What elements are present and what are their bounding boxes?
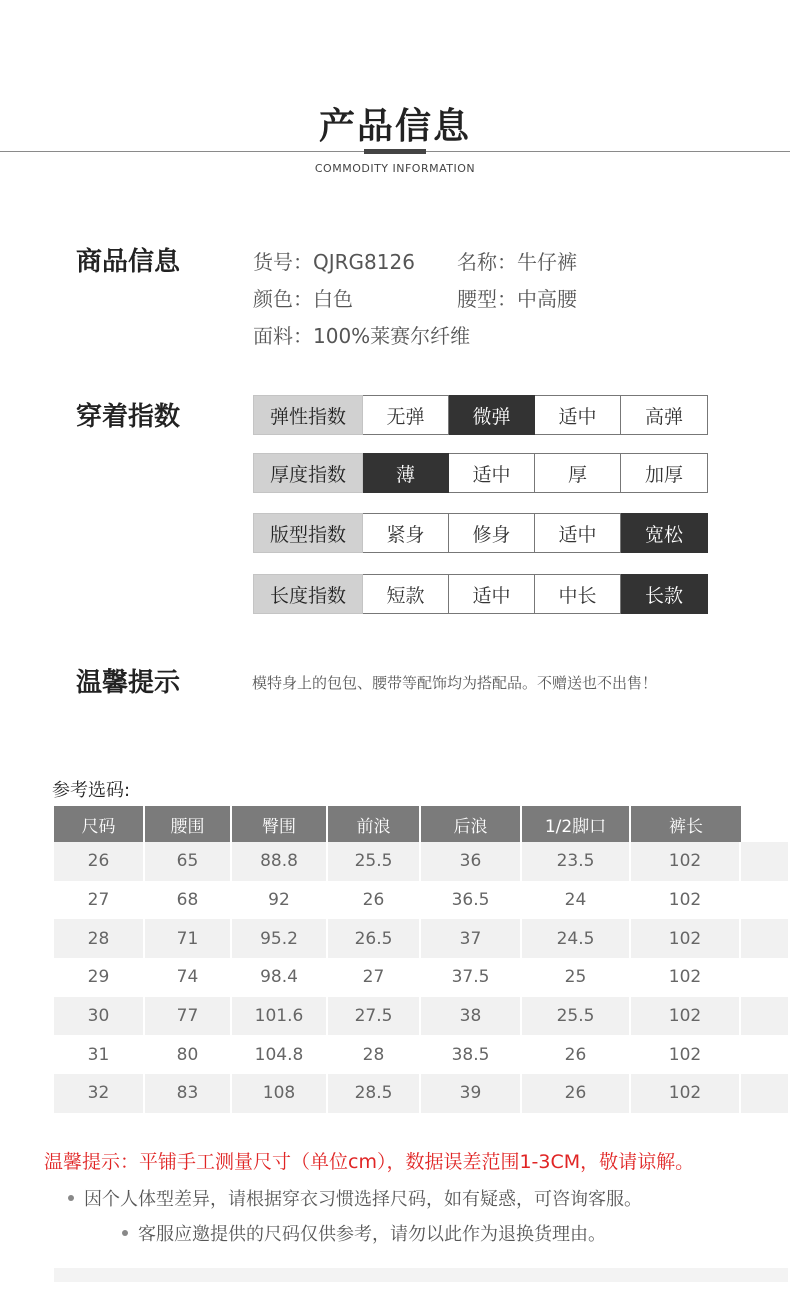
- info-value: QJRG8126: [313, 250, 415, 274]
- wear-option: 适中: [535, 513, 621, 553]
- info-item-color: [253, 283, 353, 312]
- wear-option: 中长: [535, 574, 621, 614]
- table-header-cell: 裤长: [631, 806, 741, 842]
- table-cell: 102: [631, 958, 741, 997]
- table-cell: 28.5: [328, 1074, 421, 1113]
- wear-option: 适中: [449, 574, 535, 614]
- table-header-cell: 腰围: [145, 806, 232, 842]
- wear-option: 短款: [363, 574, 449, 614]
- table-cell: 80: [145, 1035, 232, 1074]
- table-cell: 26: [328, 881, 421, 920]
- info-value: 中高腰: [517, 287, 577, 311]
- table-cell: 24: [522, 881, 631, 920]
- table-cell: 102: [631, 997, 741, 1036]
- table-cell: 37.5: [421, 958, 522, 997]
- table-cell: 27: [328, 958, 421, 997]
- table-cell: 71: [145, 919, 232, 958]
- table-row: [54, 1074, 788, 1113]
- wear-option: 宽松: [621, 513, 708, 553]
- bullet-dot-icon: [122, 1230, 128, 1236]
- table-cell: 108: [232, 1074, 328, 1113]
- table-cell: 88.8: [232, 842, 328, 881]
- table-cell-empty: [741, 997, 788, 1036]
- table-row: [54, 997, 788, 1036]
- wear-option: 适中: [535, 395, 621, 435]
- table-cell: 26: [522, 1074, 631, 1113]
- size-table-header: [54, 806, 741, 842]
- table-cell: 25.5: [328, 842, 421, 881]
- table-cell: 23.5: [522, 842, 631, 881]
- wear-row-length: [253, 574, 708, 614]
- wear-option: 无弹: [363, 395, 449, 435]
- table-cell: 36: [421, 842, 522, 881]
- table-cell: 65: [145, 842, 232, 881]
- table-cell: 29: [54, 958, 145, 997]
- info-item-fabric: [253, 320, 470, 349]
- table-cell: 98.4: [232, 958, 328, 997]
- table-row: [54, 842, 788, 881]
- wear-label: 厚度指数: [253, 453, 363, 493]
- table-cell: 26: [54, 842, 145, 881]
- page-title: 产品信息: [318, 106, 471, 147]
- table-cell: 101.6: [232, 997, 328, 1036]
- size-table-body: [54, 842, 788, 1113]
- wear-option: 微弹: [449, 395, 535, 435]
- table-header-cell: 1/2脚口: [522, 806, 631, 842]
- info-key: 颜色：: [253, 287, 313, 311]
- wear-index-title: 穿着指数: [76, 402, 181, 432]
- info-key: 名称：: [457, 250, 517, 274]
- wear-row-thickness: [253, 453, 708, 493]
- table-cell-empty: [741, 1074, 788, 1113]
- table-cell: 30: [54, 997, 145, 1036]
- table-row: [54, 1035, 788, 1074]
- table-cell: 102: [631, 842, 741, 881]
- info-value: 100%莱赛尔纤维: [313, 324, 471, 348]
- table-cell: 38: [421, 997, 522, 1036]
- wear-option: 长款: [621, 574, 708, 614]
- table-cell: 37: [421, 919, 522, 958]
- note-bullet-1: [68, 1185, 642, 1211]
- wear-label: 弹性指数: [253, 395, 363, 435]
- info-key: 货号：: [253, 250, 313, 274]
- product-info-title: 商品信息: [76, 247, 181, 277]
- wear-option: 紧身: [363, 513, 449, 553]
- wear-row-fit: [253, 513, 708, 553]
- table-cell-empty: [741, 958, 788, 997]
- wear-option: 适中: [449, 453, 535, 493]
- wear-option: 高弹: [621, 395, 708, 435]
- table-cell: 102: [631, 881, 741, 920]
- table-cell: 38.5: [421, 1035, 522, 1074]
- note-text: 因个人体型差异，请根据穿衣习惯选择尺码，如有疑惑，可咨询客服。: [84, 1189, 642, 1210]
- table-cell: 92: [232, 881, 328, 920]
- info-key: 腰型：: [457, 287, 517, 311]
- wear-row-elasticity: [253, 395, 708, 435]
- bullet-dot-icon: [68, 1195, 74, 1201]
- table-cell: 95.2: [232, 919, 328, 958]
- table-cell: 25.5: [522, 997, 631, 1036]
- table-cell: 27.5: [328, 997, 421, 1036]
- table-row: [54, 919, 788, 958]
- table-cell: 104.8: [232, 1035, 328, 1074]
- table-cell: 32: [54, 1074, 145, 1113]
- table-header-cell: 尺码: [54, 806, 145, 842]
- table-cell: 31: [54, 1035, 145, 1074]
- info-item-sku: [253, 246, 415, 275]
- wear-label: 长度指数: [253, 574, 363, 614]
- info-value: 牛仔裤: [517, 250, 577, 274]
- table-cell: 25: [522, 958, 631, 997]
- table-cell: 39: [421, 1074, 522, 1113]
- size-table-label: 参考选码:: [52, 780, 131, 801]
- table-row: [54, 881, 788, 920]
- table-cell: 28: [328, 1035, 421, 1074]
- header-accent-bar: [364, 149, 426, 154]
- table-cell-empty: [741, 919, 788, 958]
- table-cell: 77: [145, 997, 232, 1036]
- table-cell-empty: [741, 881, 788, 920]
- table-header-cell: 臀围: [232, 806, 328, 842]
- wear-option: 薄: [363, 453, 449, 493]
- wear-option: 厚: [535, 453, 621, 493]
- bottom-divider: [54, 1268, 788, 1282]
- table-cell: 83: [145, 1074, 232, 1113]
- table-header-cell: 前浪: [328, 806, 421, 842]
- tips-title: 温馨提示: [76, 668, 181, 698]
- table-cell: 24.5: [522, 919, 631, 958]
- table-cell: 102: [631, 1035, 741, 1074]
- page-subtitle: COMMODITY INFORMATION: [314, 162, 476, 175]
- table-cell: 28: [54, 919, 145, 958]
- table-cell: 74: [145, 958, 232, 997]
- table-cell: 68: [145, 881, 232, 920]
- note-bullet-2: [122, 1220, 606, 1246]
- table-header-cell: 后浪: [421, 806, 522, 842]
- measurement-warning: 温馨提示：平铺手工测量尺寸（单位cm），数据误差范围1-3CM，敬请谅解。: [44, 1151, 695, 1173]
- wear-option: 修身: [449, 513, 535, 553]
- tips-text: 模特身上的包包、腰带等配饰均为搭配品。不赠送也不出售！: [252, 674, 658, 692]
- table-cell-empty: [741, 1035, 788, 1074]
- info-item-waist: [457, 283, 577, 312]
- table-cell: 36.5: [421, 881, 522, 920]
- info-key: 面料：: [253, 324, 313, 348]
- wear-label: 版型指数: [253, 513, 363, 553]
- info-item-name: [457, 246, 577, 275]
- table-cell: 26.5: [328, 919, 421, 958]
- note-text: 客服应邀提供的尺码仅供参考，请勿以此作为退换货理由。: [138, 1224, 606, 1245]
- table-cell: 26: [522, 1035, 631, 1074]
- info-value: 白色: [313, 287, 353, 311]
- table-cell: 27: [54, 881, 145, 920]
- table-cell-empty: [741, 842, 788, 881]
- wear-option: 加厚: [621, 453, 708, 493]
- table-cell: 102: [631, 1074, 741, 1113]
- table-cell: 102: [631, 919, 741, 958]
- table-row: [54, 958, 788, 997]
